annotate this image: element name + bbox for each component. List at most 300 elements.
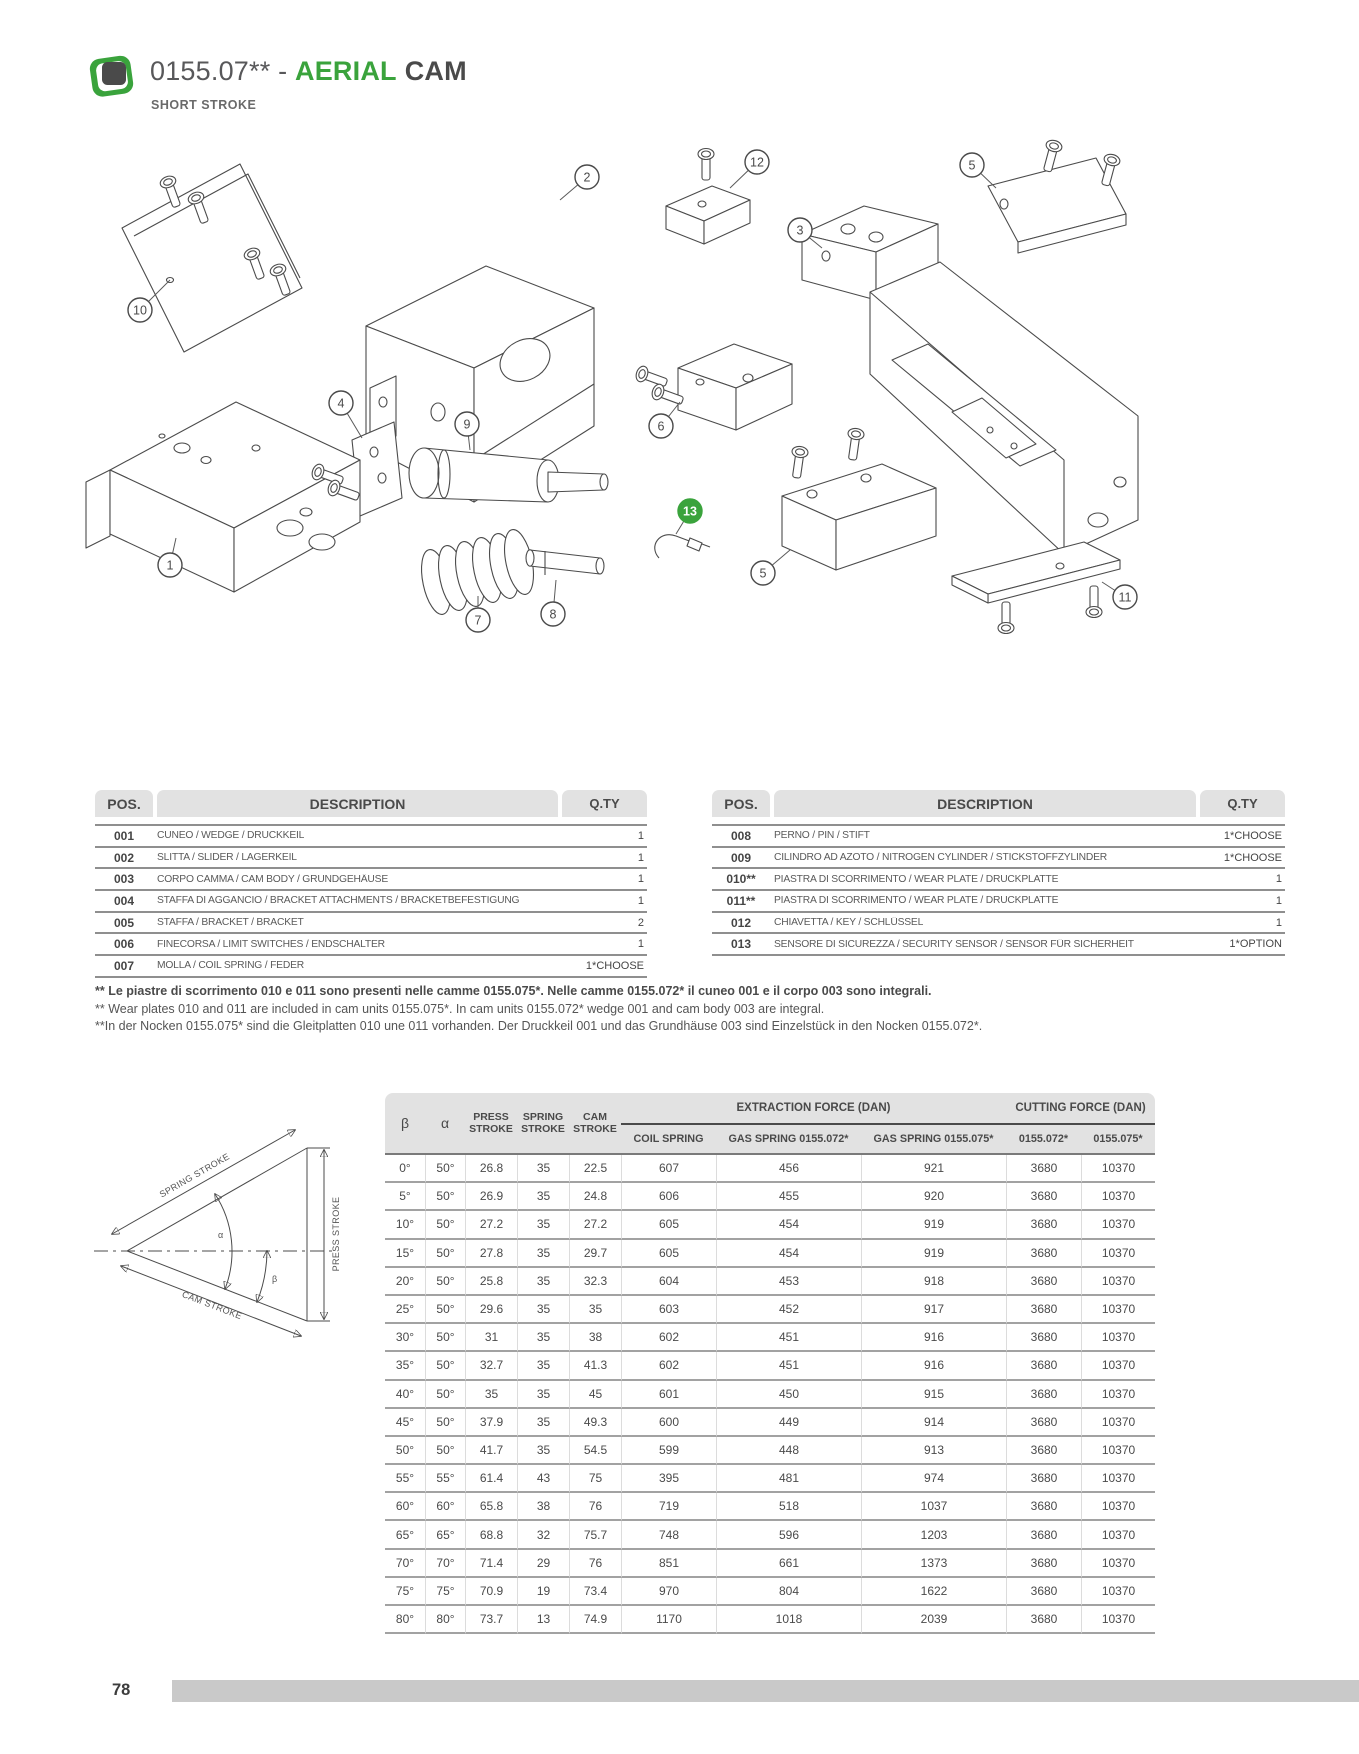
callout-number: 4 [337, 396, 345, 411]
parts-table-header [95, 790, 647, 817]
force-cell: 919 [861, 1240, 1006, 1268]
force-cell: 719 [621, 1493, 716, 1521]
force-cell: 50° [425, 1437, 465, 1465]
force-cell: 13 [517, 1606, 569, 1634]
force-cell: 50° [425, 1268, 465, 1296]
part-9-cylinder-drawing [409, 448, 608, 502]
force-cell: 35 [569, 1296, 621, 1324]
force-cell: 602 [621, 1324, 716, 1352]
beta-label: β [272, 1274, 278, 1284]
force-cell: 606 [621, 1183, 716, 1211]
force-cell: 35 [517, 1324, 569, 1352]
part-pos: 006 [113, 937, 135, 952]
force-row [385, 1381, 1155, 1409]
force-cell: 50° [425, 1296, 465, 1324]
force-cell: 395 [621, 1465, 716, 1493]
force-cell: 917 [861, 1296, 1006, 1324]
column-header-cutting-072: 0155.072* [1006, 1125, 1081, 1155]
force-cell: 76 [569, 1493, 621, 1521]
column-header-qty: Q.TY [562, 790, 647, 817]
spring-stroke-label: SPRING STROKE [157, 1151, 232, 1200]
force-cell: 450 [716, 1381, 861, 1409]
force-cell: 26.8 [465, 1155, 517, 1183]
brand-logo [88, 52, 138, 100]
force-cell: 3680 [1006, 1183, 1081, 1211]
force-cell: 456 [716, 1155, 861, 1183]
force-cell: 80° [385, 1606, 425, 1634]
force-cell: 65° [385, 1521, 425, 1549]
force-cell: 918 [861, 1268, 1006, 1296]
force-cell: 3680 [1006, 1550, 1081, 1578]
force-cell: 40° [385, 1381, 425, 1409]
force-cell: 50° [425, 1155, 465, 1183]
part-qty: 1 [637, 851, 644, 864]
force-cell: 29.6 [465, 1296, 517, 1324]
force-cell: 45 [569, 1381, 621, 1409]
part-qty: 1*OPTION [1229, 938, 1282, 951]
force-cell: 454 [716, 1211, 861, 1239]
callout-number: 13 [683, 504, 697, 519]
force-row [385, 1521, 1155, 1549]
force-cell: 35 [517, 1183, 569, 1211]
force-cell: 10370 [1081, 1352, 1155, 1380]
force-cell: 73.7 [465, 1606, 517, 1634]
callout-6 [649, 402, 680, 438]
force-cell: 605 [621, 1211, 716, 1239]
table-row [95, 956, 647, 978]
column-header-cutting-075: 0155.075* [1081, 1125, 1155, 1155]
force-cell: 50° [425, 1240, 465, 1268]
force-cell: 919 [861, 1211, 1006, 1239]
part-qty: 1*CHOOSE [1223, 851, 1282, 864]
footnotes [95, 983, 1105, 1036]
table-row [95, 913, 647, 935]
force-cell: 27.8 [465, 1240, 517, 1268]
force-cell: 0° [385, 1155, 425, 1183]
parts-table-left [95, 790, 647, 978]
table-row [95, 891, 647, 913]
column-header-pos: POS. [95, 790, 153, 817]
part-qty: 1 [1275, 873, 1282, 886]
force-cell: 27.2 [569, 1211, 621, 1239]
product-name-accent: AERIAL [295, 56, 397, 86]
cam-stroke-label: CAM STROKE [180, 1289, 244, 1322]
force-cell: 10370 [1081, 1240, 1155, 1268]
force-data-table [385, 1093, 1155, 1634]
force-cell: 10370 [1081, 1268, 1155, 1296]
force-cell: 1037 [861, 1493, 1006, 1521]
force-row [385, 1324, 1155, 1352]
force-cell: 55° [385, 1465, 425, 1493]
force-cell: 454 [716, 1240, 861, 1268]
force-cell: 49.3 [569, 1409, 621, 1437]
force-cell: 449 [716, 1409, 861, 1437]
force-cell: 70° [425, 1550, 465, 1578]
column-header-beta: β [385, 1093, 425, 1155]
alpha-arc [215, 1194, 232, 1289]
table-row [95, 848, 647, 870]
force-cell: 35 [517, 1381, 569, 1409]
force-cell: 3680 [1006, 1296, 1081, 1324]
force-cell: 451 [716, 1324, 861, 1352]
force-cell: 54.5 [569, 1437, 621, 1465]
force-cell: 26.9 [465, 1183, 517, 1211]
part-description: CHIAVETTA / KEY / SCHLÜSSEL [774, 917, 924, 929]
product-code: 0155.07** - [150, 56, 296, 86]
callout-number: 1 [166, 558, 174, 573]
force-cell: 3680 [1006, 1521, 1081, 1549]
force-cell: 921 [861, 1155, 1006, 1183]
part-description: SENSORE DI SICUREZZA / SECURITY SENSOR / SENSOR FÜR SICHERHEIT [774, 938, 1134, 950]
spring-stroke-dimension [112, 1130, 295, 1234]
force-cell: 605 [621, 1240, 716, 1268]
part-qty: 1 [637, 873, 644, 886]
table-row [712, 869, 1285, 891]
press-stroke-label: PRESS STROKE [331, 1196, 341, 1272]
callout-number: 9 [463, 417, 471, 432]
force-cell: 3680 [1006, 1211, 1081, 1239]
force-cell: 451 [716, 1352, 861, 1380]
part-qty: 1 [637, 829, 644, 842]
screw-drawing [1086, 586, 1102, 618]
part-qty: 1 [1275, 894, 1282, 907]
force-cell: 600 [621, 1409, 716, 1437]
force-cell: 916 [861, 1352, 1006, 1380]
part-description: PIASTRA DI SCORRIMENTO / WEAR PLATE / DRUCKPLATTE [774, 873, 1059, 885]
force-cell: 10370 [1081, 1409, 1155, 1437]
force-cell: 20° [385, 1268, 425, 1296]
page-title [150, 56, 467, 87]
screw-drawing [844, 427, 864, 460]
column-header-press-stroke: PRESS STROKE [465, 1093, 517, 1155]
exploded-view-drawing [0, 130, 1359, 686]
footnote-italian: ** Le piastre di scorrimento 010 e 011 sono presenti nelle camme 0155.075*. Nelle camme 0155.072* il cuneo 001 e il corpo 003 sono integrali. [95, 984, 932, 998]
force-cell: 3680 [1006, 1240, 1081, 1268]
callout-number: 8 [549, 607, 557, 622]
callout-number: 5 [968, 158, 976, 173]
group-header-cutting-force: CUTTING FORCE (DAN) [1006, 1093, 1155, 1125]
force-cell: 70.9 [465, 1578, 517, 1606]
force-cell: 10370 [1081, 1606, 1155, 1634]
part-qty: 1*CHOOSE [1223, 829, 1282, 842]
screw-drawing [788, 445, 808, 478]
part-pos: 002 [113, 850, 135, 865]
force-cell: 43 [517, 1465, 569, 1493]
part-12-key-drawing [666, 186, 750, 244]
force-cell: 10° [385, 1211, 425, 1239]
force-cell: 32.3 [569, 1268, 621, 1296]
force-cell: 35 [517, 1352, 569, 1380]
force-cell: 851 [621, 1550, 716, 1578]
force-cell: 10370 [1081, 1183, 1155, 1211]
force-cell: 35 [517, 1437, 569, 1465]
screw-drawing [159, 174, 185, 209]
force-cell: 31 [465, 1324, 517, 1352]
force-cell: 60° [385, 1493, 425, 1521]
force-cell: 50° [425, 1183, 465, 1211]
force-cell: 75° [425, 1578, 465, 1606]
part-pos: 005 [113, 915, 135, 930]
force-cell: 3680 [1006, 1155, 1081, 1183]
part-pos: 003 [113, 872, 135, 887]
force-cell: 748 [621, 1521, 716, 1549]
force-row [385, 1352, 1155, 1380]
force-cell: 74.9 [569, 1606, 621, 1634]
part-pos: 007 [113, 958, 135, 973]
callout-8 [541, 580, 565, 626]
force-cell: 596 [716, 1521, 861, 1549]
part-qty: 1 [637, 894, 644, 907]
callout-number: 7 [474, 613, 482, 628]
force-cell: 50° [385, 1437, 425, 1465]
force-row [385, 1606, 1155, 1634]
force-cell: 601 [621, 1381, 716, 1409]
force-cell: 75 [569, 1465, 621, 1493]
beta-arc [257, 1251, 267, 1302]
callout-number: 2 [583, 170, 591, 185]
table-row [712, 934, 1285, 956]
force-cell: 70° [385, 1550, 425, 1578]
force-cell: 65.8 [465, 1493, 517, 1521]
force-cell: 1373 [861, 1550, 1006, 1578]
force-row [385, 1409, 1155, 1437]
force-cell: 50° [425, 1211, 465, 1239]
part-pos: 009 [730, 850, 752, 865]
force-cell: 27.2 [465, 1211, 517, 1239]
force-cell: 41.7 [465, 1437, 517, 1465]
part-pos: 010** [726, 872, 756, 887]
force-cell: 10370 [1081, 1155, 1155, 1183]
force-cell: 913 [861, 1437, 1006, 1465]
force-cell: 35 [517, 1409, 569, 1437]
part-8-rod-drawing [526, 550, 604, 575]
force-cell: 5° [385, 1183, 425, 1211]
part-5-bracket-bottom-drawing [782, 464, 936, 570]
force-cell: 970 [621, 1578, 716, 1606]
column-header-spring-stroke: SPRING STROKE [517, 1093, 569, 1155]
column-header-description: DESCRIPTION [157, 790, 558, 817]
product-name-rest: CAM [404, 56, 467, 86]
callout-5 [960, 153, 996, 188]
force-cell: 71.4 [465, 1550, 517, 1578]
force-cell: 35 [517, 1296, 569, 1324]
callout-number: 11 [1118, 590, 1132, 605]
force-cell: 32.7 [465, 1352, 517, 1380]
part-pos: 011** [726, 893, 756, 908]
force-cell: 29 [517, 1550, 569, 1578]
force-row [385, 1493, 1155, 1521]
force-cell: 68.8 [465, 1521, 517, 1549]
force-cell: 35 [517, 1240, 569, 1268]
stroke-angle-diagram [92, 1126, 354, 1342]
force-cell: 65° [425, 1521, 465, 1549]
part-description: STAFFA DI AGGANCIO / BRACKET ATTACHMENTS / BRACKETBEFESTIGUNG [157, 895, 520, 907]
force-cell: 19 [517, 1578, 569, 1606]
force-cell: 10370 [1081, 1578, 1155, 1606]
footnote-german: **In der Nocken 0155.075* sind die Gleitplatten 010 une 011 vorhanden. Der Druckkeil 001 und das Grundhäuse 003 sind Einzelstück in den Nocken 0155.072*. [95, 1019, 983, 1033]
force-cell: 73.4 [569, 1578, 621, 1606]
part-description: CUNEO / WEDGE / DRUCKKEIL [157, 830, 305, 842]
force-cell: 599 [621, 1437, 716, 1465]
force-cell: 32 [517, 1521, 569, 1549]
force-cell: 37.9 [465, 1409, 517, 1437]
parts-table-header [712, 790, 1285, 817]
column-header-gas-spring-075: GAS SPRING 0155.075* [861, 1125, 1006, 1155]
force-cell: 3680 [1006, 1409, 1081, 1437]
force-cell: 3680 [1006, 1381, 1081, 1409]
part-10-plate-drawing [122, 164, 302, 352]
force-cell: 76 [569, 1550, 621, 1578]
force-row [385, 1465, 1155, 1493]
column-header-qty: Q.TY [1200, 790, 1285, 817]
callout-number: 5 [759, 566, 767, 581]
force-cell: 22.5 [569, 1155, 621, 1183]
force-cell: 10370 [1081, 1465, 1155, 1493]
force-cell: 661 [716, 1550, 861, 1578]
table-row [95, 869, 647, 891]
force-cell: 10370 [1081, 1437, 1155, 1465]
force-cell: 10370 [1081, 1381, 1155, 1409]
force-row [385, 1155, 1155, 1183]
force-cell: 38 [517, 1493, 569, 1521]
force-cell: 452 [716, 1296, 861, 1324]
force-cell: 35° [385, 1352, 425, 1380]
table-row [712, 913, 1285, 935]
force-cell: 80° [425, 1606, 465, 1634]
part-description: PIASTRA DI SCORRIMENTO / WEAR PLATE / DRUCKPLATTE [774, 895, 1059, 907]
parts-table-right [712, 790, 1285, 956]
callout-13 [676, 499, 702, 534]
column-header-gas-spring-072: GAS SPRING 0155.072* [716, 1125, 861, 1155]
part-qty: 2 [637, 916, 644, 929]
force-cell: 920 [861, 1183, 1006, 1211]
callout-number: 3 [796, 223, 804, 238]
callout-4 [329, 391, 362, 438]
column-header-pos: POS. [712, 790, 770, 817]
force-cell: 914 [861, 1409, 1006, 1437]
force-row [385, 1240, 1155, 1268]
force-cell: 518 [716, 1493, 861, 1521]
alpha-label: α [218, 1230, 224, 1240]
part-description: CILINDRO AD AZOTO / NITROGEN CYLINDER / STICKSTOFFZYLINDER [774, 852, 1108, 864]
force-cell: 1170 [621, 1606, 716, 1634]
force-cell: 10370 [1081, 1493, 1155, 1521]
part-pos: 008 [730, 828, 752, 843]
screw-drawing [998, 602, 1014, 634]
force-cell: 10370 [1081, 1521, 1155, 1549]
force-cell: 35 [517, 1155, 569, 1183]
part-description: MOLLA / COIL SPRING / FEDER [157, 960, 304, 972]
footnote-english: ** Wear plates 010 and 011 are included in cam units 0155.075*. In cam units 0155.072* wedge 001 and cam body 003 are integral. [95, 1001, 825, 1016]
callout-number: 6 [657, 419, 665, 434]
force-cell: 607 [621, 1155, 716, 1183]
part-description: FINECORSA / LIMIT SWITCHES / ENDSCHALTER [157, 938, 385, 950]
table-row [712, 891, 1285, 913]
force-cell: 75° [385, 1578, 425, 1606]
force-cell: 3680 [1006, 1324, 1081, 1352]
force-cell: 604 [621, 1268, 716, 1296]
table-row [712, 826, 1285, 848]
group-header-extraction-force: EXTRACTION FORCE (DAN) [621, 1093, 1006, 1125]
part-6-block-drawing [678, 344, 792, 430]
table-row [712, 848, 1285, 870]
force-cell: 1018 [716, 1606, 861, 1634]
force-cell: 2039 [861, 1606, 1006, 1634]
force-cell: 10370 [1081, 1296, 1155, 1324]
force-cell: 29.7 [569, 1240, 621, 1268]
callout-5 [751, 550, 790, 585]
column-header-description: DESCRIPTION [774, 790, 1196, 817]
force-row [385, 1296, 1155, 1324]
force-cell: 50° [425, 1409, 465, 1437]
force-cell: 602 [621, 1352, 716, 1380]
callout-number: 12 [750, 155, 764, 170]
force-row [385, 1550, 1155, 1578]
table-row [95, 934, 647, 956]
part-pos: 013 [730, 937, 752, 952]
part-pos: 004 [113, 893, 135, 908]
force-cell: 3680 [1006, 1606, 1081, 1634]
force-row [385, 1437, 1155, 1465]
force-cell: 15° [385, 1240, 425, 1268]
callout-2 [560, 165, 599, 200]
force-cell: 3680 [1006, 1578, 1081, 1606]
column-header-coil-spring: COIL SPRING [621, 1125, 716, 1155]
force-cell: 1203 [861, 1521, 1006, 1549]
force-cell: 30° [385, 1324, 425, 1352]
part-13-sensor-drawing [655, 535, 710, 558]
force-cell: 55° [425, 1465, 465, 1493]
force-cell: 41.3 [569, 1352, 621, 1380]
force-cell: 35 [517, 1211, 569, 1239]
force-cell: 3680 [1006, 1352, 1081, 1380]
force-cell: 1622 [861, 1578, 1006, 1606]
force-cell: 915 [861, 1381, 1006, 1409]
force-cell: 61.4 [465, 1465, 517, 1493]
force-cell: 3680 [1006, 1465, 1081, 1493]
force-cell: 3680 [1006, 1268, 1081, 1296]
force-cell: 50° [425, 1381, 465, 1409]
part-description: STAFFA / BRACKET / BRACKET [157, 917, 304, 929]
force-cell: 38 [569, 1324, 621, 1352]
parts-table-rows [95, 824, 647, 978]
force-cell: 804 [716, 1578, 861, 1606]
force-cell: 10370 [1081, 1211, 1155, 1239]
force-row [385, 1211, 1155, 1239]
force-cell: 453 [716, 1268, 861, 1296]
force-cell: 50° [425, 1352, 465, 1380]
force-cell: 25.8 [465, 1268, 517, 1296]
force-cell: 35 [517, 1268, 569, 1296]
force-cell: 916 [861, 1324, 1006, 1352]
part-pos: 001 [113, 828, 135, 843]
parts-table-rows [712, 824, 1285, 956]
part-pos: 012 [730, 915, 752, 930]
part-1-slider-drawing [86, 402, 360, 592]
screw-drawing [698, 149, 714, 181]
column-header-alpha: α [425, 1093, 465, 1155]
force-cell: 603 [621, 1296, 716, 1324]
page-subtitle: SHORT STROKE [151, 98, 257, 112]
force-cell: 974 [861, 1465, 1006, 1493]
force-table-body [385, 1155, 1155, 1634]
force-cell: 10370 [1081, 1550, 1155, 1578]
part-qty: 1 [1275, 916, 1282, 929]
page-number: 78 [112, 1681, 131, 1699]
force-row [385, 1183, 1155, 1211]
callout-number: 10 [133, 303, 147, 318]
force-cell: 448 [716, 1437, 861, 1465]
